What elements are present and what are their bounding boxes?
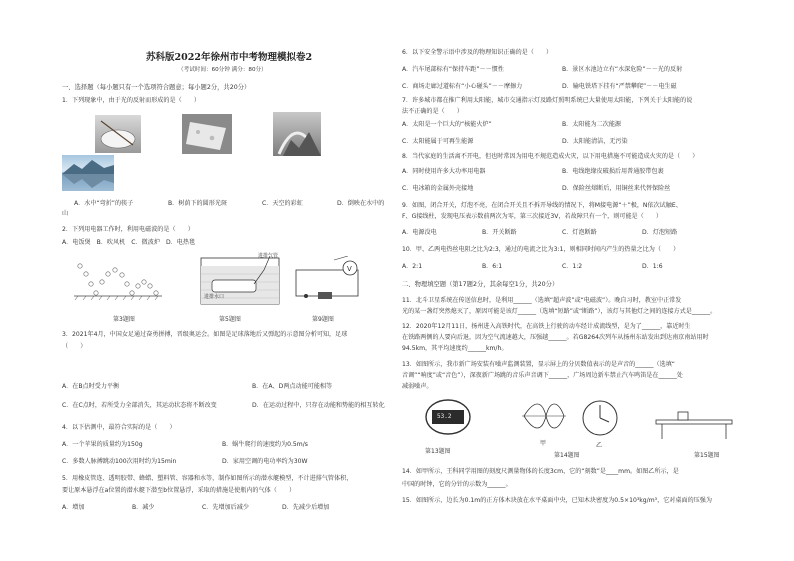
- bowl-chopsticks-photo: [95, 115, 141, 153]
- figure-9-caption: 第9题图: [312, 316, 334, 323]
- rainbow-photo: [273, 112, 321, 156]
- clock-icon: [580, 398, 620, 438]
- q1-option-c: C．天空的彩虹: [262, 200, 303, 207]
- q10-option-d: D．1:6: [642, 263, 663, 270]
- q9-stem: 9．如图，闭合开关，灯泡不亮，在闭合开关且不拆开导线的情况下，将M接电源“＋”极，N依次试触E、: [402, 202, 682, 209]
- q12-text-cont: 在铁路两侧的人要向后退，因为空气流速越大，压强越______。若G8264次列车从扬州东站发出到达南京南站用时: [402, 334, 709, 341]
- q3-option-a: A．在B点时受力平衡: [62, 383, 120, 390]
- drain-port-label: 进排水口: [204, 294, 225, 300]
- q4-option-c: C．多数人脉搏跳动100次用时约为15min: [62, 458, 177, 465]
- q10-option-b: B．6:1: [482, 263, 503, 270]
- q6-option-a: A．汽车尾部标有“保持车距”－－惯性: [402, 66, 504, 73]
- q5-option-d: D．先减少后增加: [282, 504, 330, 511]
- figure-14-caption: 第14题图: [554, 452, 580, 459]
- q8-option-a: A．同时使用许多大功率用电器: [402, 168, 486, 175]
- label-jia: 甲: [540, 440, 547, 447]
- q4-stem: 4．以下估测中，最符合实际的是（ ）: [62, 424, 176, 431]
- q12-text-cont2: 94.5km，其平均速度约______km/h。: [402, 345, 508, 352]
- q7-option-c: C．太阳能属于可再生能源: [402, 138, 474, 145]
- q3-option-d: D．在运动过程中，只存在动能和势能的相互转化: [252, 402, 385, 409]
- q10-stem: 10．甲、乙两电热丝电阻之比为2:3，通过的电流之比为3:1，则相同时间内产生的热量之比为（ ）: [402, 246, 680, 253]
- intake-pipe-label: 进排气管: [258, 253, 279, 259]
- q2-options: A．电饭煲 B．吹风机 C．微波炉 D．电热毯: [62, 239, 196, 246]
- q5-stem: 5．用橡皮管连、透明胶带、蜂蜡、塑料管、容器和水等，制作如图所示的潜水艇模型，不计进排气管体积，: [62, 475, 353, 482]
- q7-option-d: D．太阳能清洁，无污染: [562, 138, 628, 145]
- noise-reading: 53.2: [437, 413, 452, 420]
- q3-option-b: B．在A、D两点动能可能相等: [252, 383, 333, 390]
- figure-5-caption: 第5题图: [219, 316, 241, 323]
- q6-stem: 6．以下安全警示语中涉及的物理知识正确的是（ ）: [402, 49, 553, 56]
- q1-stem: 1．下列现象中，由于光的反射而形成的是（ ）: [62, 97, 200, 104]
- q12-text: 12．2020年12月11日，扬州进入高铁时代，在高铁上行驶的动车经计成流线型，是为了______，靠近时生: [402, 323, 691, 330]
- q11-text-cont: 光的某一盏灯突然熄灭了，原因可能是该灯______（选填“短路”或“断路”），该灯与其他灯之间的连接方式是______。: [402, 308, 717, 315]
- q7-stem-cont: 法不正确的是（ ）: [402, 108, 463, 115]
- bouncing-ball-figure: [72, 252, 164, 306]
- q7-stem: 7．许多城市都在推广利用太阳能，城市交通指示灯及路灯照明系统已大量使用太阳能，下列关于太阳能的说: [402, 97, 693, 104]
- q6-option-b: B．景区水池边立有“水深危险”－－光的反射: [562, 66, 683, 73]
- page-title: 苏科版2022年徐州市中考物理模拟卷2: [146, 52, 313, 63]
- q2-stem: 2．下列用电器工作时，利用电磁波的是（ ）: [62, 226, 194, 233]
- q7-option-b: B．太阳能为二次能源: [562, 121, 622, 128]
- q3-option-c: C．在C点时，若所受力全部消失，其运动状态将不断改变: [62, 402, 217, 409]
- q8-option-b: B．电线绝缘皮破损后用普通胶带包裹: [562, 168, 664, 175]
- q4-option-b: B．蜗牛爬行的速度约为0.5m/s: [222, 441, 308, 448]
- q3-stem: 3．2021年4月，中国女足通过奋勇拼搏，晋级奥运会。如图是足球落地后又弹起的示意图分析可知，足球: [62, 331, 348, 338]
- q8-stem: 8．当代家庭的生活离不开电，但也时常因为用电不规范造成火灾，以下用电措施不可能造成火灾的是（ ）: [402, 153, 699, 160]
- q1-option-b: B．树荫下的圆形光斑: [168, 200, 228, 207]
- q9-option-b: B．开关断路: [482, 229, 517, 236]
- q4-option-a: A．一个苹果的质量约为150g: [62, 441, 143, 448]
- q9-stem-cont: F、G接线柱，发现电压表示数前两次为零，第三次接近3V，若故障只有一个，则可能是（ ）: [402, 213, 663, 220]
- svg-text:V: V: [347, 265, 352, 273]
- q9-option-d: D．灯泡短路: [642, 229, 678, 236]
- q15-text: 15．如图所示，边长为0.1m的正方体木块放在水平桌面中央，已知木块密度为0.5×10³kg/m³，它对桌面的压强为: [402, 497, 712, 504]
- q14-text-cont: 中国的时钟，它的分针的示数为______。: [402, 481, 512, 488]
- q11-text: 11．北斗卫星系统在传送信息时，是利用______（选填“超声波”或“电磁波”）。晚自习时，教室中正常发: [402, 297, 682, 304]
- q9-option-c: C．灯泡断路: [562, 229, 597, 236]
- q7-option-a: A．太阳是一个巨大的“核能火炉”: [402, 121, 492, 128]
- q9-option-a: A．电源没电: [402, 229, 437, 236]
- q10-option-c: C．1:2: [562, 263, 583, 270]
- figure-3-caption: 第3题图: [113, 316, 135, 323]
- figure-15-caption: 第15题图: [694, 452, 720, 459]
- ruler-figure: [520, 398, 568, 434]
- q13-text-cont2: 减弱噪声。: [402, 383, 433, 390]
- q8-option-d: D．保险丝熔断后，用铜丝来代替保险丝: [562, 185, 671, 192]
- label-yi: 乙: [596, 442, 603, 449]
- q5-option-b: B．减少: [132, 504, 155, 511]
- q3-stem-cont: （ ）: [62, 343, 87, 350]
- q1-option-a: A．水中“弯折”的筷子: [74, 200, 134, 207]
- q5-option-c: C．先增加后减少: [202, 504, 249, 511]
- q1-option-d: D．倒映在水中的: [337, 200, 385, 207]
- block-on-table-figure: [654, 406, 734, 440]
- q8-option-c: C．电冰箱的金属外壳接地: [402, 185, 474, 192]
- circuit-diagram-figure: [290, 256, 370, 304]
- exam-info: （考试时间：60分钟 满分：80分）: [178, 67, 267, 73]
- q5-option-a: A．增加: [62, 504, 85, 511]
- q6-option-c: C．商场走廊过道标有“小心碰头”－－摩擦力: [402, 83, 523, 90]
- q10-option-a: A．2:1: [402, 263, 423, 270]
- q4-option-d: D．家用空调的电功率约为30W: [222, 458, 308, 465]
- q6-option-d: D．输电铁塔下挂有“严禁攀爬”－－电生磁: [562, 83, 677, 90]
- mountain-reflection-photo: [62, 155, 114, 191]
- section-one-heading: 一、选择题（每小题只有一个选项符合题意；每小题2分，共20分）: [62, 84, 251, 91]
- q1-option-d-cont: 山: [62, 210, 69, 217]
- q13-text-cont: 音调”“响度”或“音色”），深夜新广场跳的音乐声音调下______，广场周边新车禁止汽车鸣笛是在______处: [402, 372, 683, 379]
- q5-stem-cont: 要让原本悬浮在a位置的潜水艇下潜至b位置悬浮，采取的措施是使瓶内的气体（ ）: [62, 487, 296, 494]
- tree-shadow-photo: [182, 114, 232, 154]
- section-two-heading: 二、物理填空题（第17题2分，其余每空1分，共20分）: [402, 281, 559, 288]
- q14-text: 14．如甲所示，王科同学用图的刻度尺测量物体的长度3cm，它的“刻数”是____mm。如图乙所示，是: [402, 468, 679, 475]
- figure-13-caption: 第13题图: [425, 448, 451, 455]
- q13-text: 13．如图所示，我市新广场安装有噪声监测装置，显示屏上的分贝数值表示的是声音的______（选填“: [402, 361, 675, 368]
